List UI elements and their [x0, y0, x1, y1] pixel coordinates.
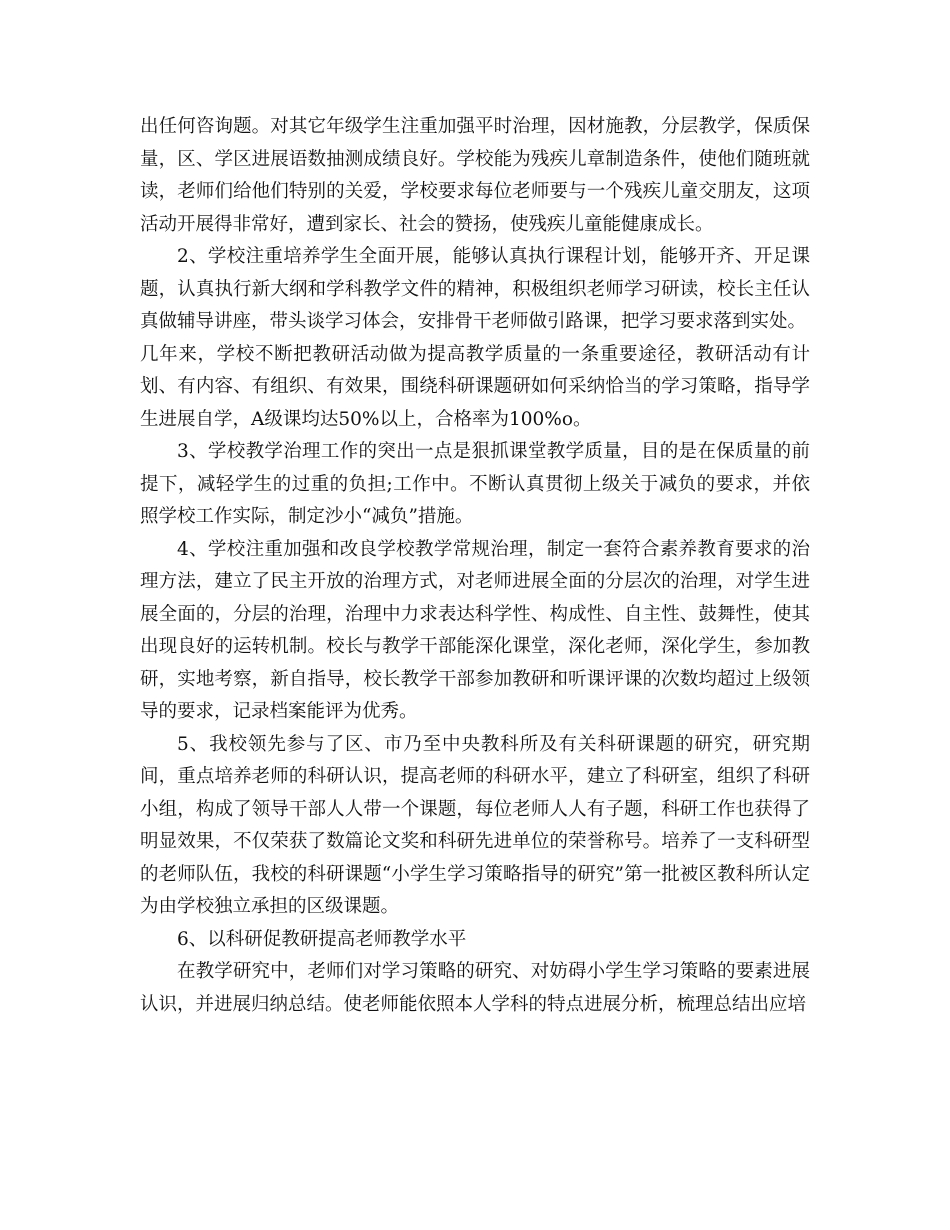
- paragraph-4: 3、学校教学治理工作的突出一点是狠抓课堂教学质量，目的是在保质量的前提下，减轻学生的过重的负担;工作中。不断认真贯彻上级关于减负的要求，并依照学校工作实际，制定沙小“减负”措施。: [140, 441, 810, 527]
- paragraph-5: 4、学校注重加强和改良学校教学常规治理，制定一套符合素养教育要求的治理方法，建立了民主开放的治理方式，对老师进展全面的分层次的治理，对学生进展全面的，分层的治理，治理中力求表达科学性、构成性、自主性、鼓舞性，使其出现良好的运转机制。校长与教学干部能深化课堂，深化老师，深化学生，参加教研，实地考察，新自指导，校长教学干部参加教研和听课评课的次数均超过上级领导的要求，记录档案能评为优秀。: [140, 538, 810, 722]
- paragraph-3: 几年来，学校不断把教研活动做为提高教学质量的一条重要途径，教研活动有计划、有内容、有组织、有效果，围绕科研课题研如何采纳恰当的学习策略，指导学生进展自学，A级课均达50%以上，合格率为100%o。: [140, 343, 810, 430]
- document-body: [140, 111, 810, 1021]
- paragraph-6: 5、我校领先参与了区、市乃至中央教科所及有关科研课题的研究，研究期间，重点培养老师的科研认识，提高老师的科研水平，建立了科研室，组织了科研小组，构成了领导干部人人带一个课题，每位老师人人有子题，科研工作也获得了明显效果，不仅荣获了数篇论文奖和科研先进单位的荣誉称号。培养了一支科研型的老师队伍，我校的科研课题“小学生学习策略指导的研究”第一批被区教科所认定为由学校独立承担的区级课题。: [140, 733, 810, 917]
- paragraph-2: 2、学校注重培养学生全面开展，能够认真执行课程计划，能够开齐、开足课题，认真执行新大纲和学科教学文件的精神，积极组织老师学习研读，校长主任认真做辅导讲座，带头谈学习体会，安排骨干老师做引路课，把学习要求落到实处。: [140, 246, 810, 332]
- paragraph-1: 出任何咨询题。对其它年级学生注重加强平时治理，因材施教，分层教学，保质保量，区、学区进展语数抽测成绩良好。学校能为残疾儿章制造条件，使他们随班就读，老师们给他们特别的关爱，学校要求每位老师要与一个残疾儿童交朋友，这项活动开展得非常好，遭到家长、社会的赞扬，使残疾儿童能健康成长。: [140, 116, 810, 235]
- paragraph-7-heading: 6、以科研促教研提高老师教学水平: [177, 928, 467, 950]
- paragraph-8: 在教学研究中，老师们对学习策略的研究、对妨碍小学生学习策略的要素进展认识，并进展归纳总结。使老师能依照本人学科的特点进展分析，梳理总结出应培: [140, 961, 810, 1015]
